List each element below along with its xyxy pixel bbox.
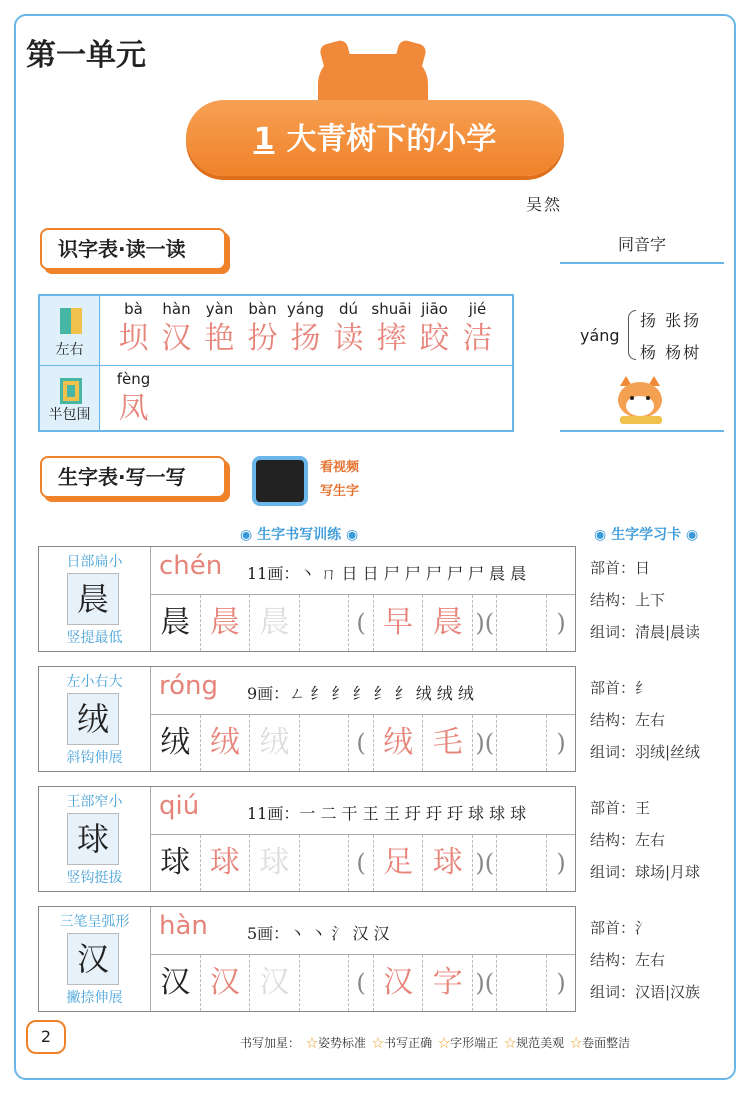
study-card [590, 912, 700, 1008]
qr-code-icon[interactable] [252, 456, 308, 506]
paren-close: )( [473, 835, 497, 891]
paren-close: )( [473, 715, 497, 771]
star-item: 姿势标准 [318, 1036, 367, 1050]
paren-open: ( [349, 835, 373, 891]
pinyin: bà [124, 300, 143, 318]
paren-close: ) [556, 969, 566, 997]
stroke-order: 11画：丶 ㄇ 日 日 尸 尸 尸 尸 尸 晨 晨 [247, 564, 527, 583]
card-structure: 结构：左右 [590, 951, 666, 969]
card-words: 组词：清晨|晨读 [590, 623, 701, 641]
row-label: 左右 [55, 342, 84, 358]
grid-cell[interactable]: 汉 [250, 955, 300, 1011]
star-icon: ☆ [570, 1036, 583, 1050]
card-words: 组词：球场|月球 [590, 863, 701, 881]
card-radical: 部首：日 [590, 559, 651, 577]
character: 汉 [161, 321, 192, 356]
character: 洁 [462, 321, 493, 356]
character: 凤 [118, 391, 149, 426]
model-character: 绒 [67, 693, 119, 745]
study-card [590, 552, 700, 648]
card-words: 组词：羽绒|丝绒 [590, 743, 701, 761]
grid-cell[interactable]: 绒 [250, 715, 300, 771]
row-pinyin: chén [159, 551, 223, 581]
grid-cell[interactable] [300, 955, 350, 1011]
pinyin: dú [338, 300, 359, 318]
card-radical: 部首：纟 [590, 679, 651, 697]
paren-close: ) [556, 849, 566, 877]
homophone-line-1: 扬 张扬 [640, 311, 702, 330]
card-radical: 部首：氵 [590, 919, 651, 937]
row-label: 半包围 [48, 407, 91, 423]
lesson-number: 1 [253, 122, 275, 157]
grid-cell[interactable] [300, 595, 350, 651]
study-card [590, 672, 700, 768]
grid-cell[interactable] [300, 835, 350, 891]
writing-grid [151, 595, 575, 651]
card-radical: 部首：王 [590, 799, 651, 817]
hint-bottom: 竖提最低 [66, 630, 123, 646]
unit-title: 第一单元 [26, 38, 146, 73]
character: 扮 [247, 321, 278, 356]
stroke-order: 11画：一 二 干 王 王 玗 玗 玗 球 球 球 [247, 804, 527, 823]
character: 摔 [376, 321, 407, 356]
qr-label-1: 看视频 [320, 460, 360, 475]
grid-cell[interactable]: 足 [374, 835, 424, 891]
shizi-cell [370, 296, 413, 365]
left-right-structure-icon [60, 308, 82, 334]
page-number: 2 [26, 1020, 66, 1054]
shizi-cell [284, 296, 327, 365]
pinyin: yàn [205, 300, 234, 318]
study-card [590, 792, 700, 888]
character: 扬 [290, 321, 321, 356]
lesson-title-banner [186, 54, 564, 178]
row-top [151, 787, 575, 835]
grid-cell[interactable]: 绒 [151, 715, 201, 771]
character: 跤 [419, 321, 450, 356]
model-character: 汉 [67, 933, 119, 985]
grid-cell[interactable]: 晨 [201, 595, 251, 651]
homophone-line-2: 杨 杨树 [640, 343, 702, 362]
model-character: 球 [67, 813, 119, 865]
shizi-cell [413, 296, 456, 365]
shizi-cell [112, 296, 155, 365]
grid-cell[interactable]: 汉 [374, 955, 424, 1011]
pinyin: jiāo [421, 300, 448, 318]
shizi-cell [241, 296, 284, 365]
grid-cell[interactable] [497, 595, 547, 651]
practice-row [38, 546, 576, 652]
shizi-cell [327, 296, 370, 365]
grid-cell[interactable]: 晨 [151, 595, 201, 651]
author: 吴然 [526, 195, 563, 214]
row-pinyin: róng [159, 671, 219, 701]
star-icon: ☆ [438, 1036, 451, 1050]
qr-label-2: 写生字 [320, 484, 360, 499]
pinyin: fèng [116, 370, 151, 388]
paren-open: ( [349, 595, 373, 651]
stroke-order: 5画：丶 丶 氵 汉 汉 [247, 924, 390, 943]
paren-close: ) [556, 729, 566, 757]
section-card: ◉ 生字学习卡 ◉ [594, 527, 699, 543]
char-hint-panel [39, 667, 151, 771]
hint-bottom: 竖钩挺拔 [66, 870, 123, 886]
card-structure: 结构：左右 [590, 711, 666, 729]
shizi-cell [155, 296, 198, 365]
char-hint-panel [39, 547, 151, 651]
writing-grid [151, 715, 575, 771]
shizi-tag: 识字表·读一读 [40, 228, 226, 270]
grid-cell[interactable] [497, 715, 547, 771]
grid-cell[interactable]: 汉 [151, 955, 201, 1011]
paren-close: ) [556, 609, 566, 637]
shizi-row-zuoyou [40, 296, 512, 366]
footer-label: 书写加星： [240, 1036, 301, 1050]
practice-row [38, 666, 576, 772]
homophone-title: 同音字 [617, 235, 666, 254]
pinyin: jié [468, 300, 487, 318]
footer-stars [240, 1034, 630, 1051]
brace [628, 310, 636, 360]
character: 艳 [204, 321, 235, 356]
grid-cell[interactable] [497, 835, 547, 891]
shizi-cell [112, 366, 155, 430]
pinyin: bàn [248, 300, 277, 318]
star-icon: ☆ [504, 1036, 517, 1050]
practice-row [38, 906, 576, 1012]
row-pinyin: hàn [159, 911, 208, 941]
shizi-table [38, 294, 514, 432]
char-hint-panel [39, 787, 151, 891]
star-icon: ☆ [306, 1036, 319, 1050]
grid-cell[interactable] [300, 715, 350, 771]
row-top [151, 547, 575, 595]
hint-bottom: 斜钩伸展 [66, 750, 123, 766]
card-words: 组词：汉语|汉族 [590, 983, 701, 1001]
lesson-title: 大青树下的小学 [286, 122, 497, 157]
grid-cell[interactable]: 球 [423, 835, 473, 891]
paren-close: )( [473, 595, 497, 651]
half-enclosure-structure-icon [60, 378, 82, 404]
card-structure: 结构：左右 [590, 831, 666, 849]
character: 读 [333, 321, 364, 356]
grid-cell[interactable]: 晨 [423, 595, 473, 651]
paren-open: ( [349, 715, 373, 771]
hint-top: 三笔呈弧形 [59, 914, 130, 930]
row-top [151, 667, 575, 715]
grid-cell[interactable]: 绒 [374, 715, 424, 771]
shengzi-tag: 生字表·写一写 [40, 456, 226, 498]
shizi-cell [198, 296, 241, 365]
homophone-pinyin: yáng [580, 326, 620, 345]
model-character: 晨 [67, 573, 119, 625]
grid-cell[interactable]: 汉 [201, 955, 251, 1011]
star-item: 书写正确 [384, 1036, 433, 1050]
grid-cell[interactable] [497, 955, 547, 1011]
shizi-cell [456, 296, 499, 365]
pinyin: shuāi [371, 300, 412, 318]
practice-row [38, 786, 576, 892]
star-item: 卷面整洁 [582, 1036, 631, 1050]
star-item: 规范美观 [516, 1036, 565, 1050]
grid-cell[interactable]: 早 [374, 595, 424, 651]
card-structure: 结构：上下 [590, 591, 666, 609]
row-top [151, 907, 575, 955]
fox-mascot-icon [610, 374, 670, 428]
star-icon: ☆ [372, 1036, 385, 1050]
character: 坝 [118, 321, 149, 356]
writing-grid [151, 955, 575, 1011]
stroke-order: 9画：ㄥ 纟 纟 纟 纟 纟 绒 绒 绒 [247, 684, 474, 703]
hint-top: 左小右大 [66, 674, 123, 690]
pinyin: yáng [286, 300, 325, 318]
grid-cell[interactable]: 晨 [250, 595, 300, 651]
grid-cell[interactable]: 球 [201, 835, 251, 891]
writing-grid [151, 835, 575, 891]
paren-close: )( [473, 955, 497, 1011]
row-pinyin: qiú [159, 791, 200, 821]
char-hint-panel [39, 907, 151, 1011]
grid-cell[interactable]: 球 [151, 835, 201, 891]
star-item: 字形端正 [450, 1036, 499, 1050]
pinyin: hàn [162, 300, 191, 318]
homophone-box [560, 235, 724, 432]
grid-cell[interactable]: 毛 [423, 715, 473, 771]
grid-cell[interactable]: 绒 [201, 715, 251, 771]
grid-cell[interactable]: 字 [423, 955, 473, 1011]
hint-bottom: 撇捺伸展 [66, 990, 123, 1006]
grid-cell[interactable]: 球 [250, 835, 300, 891]
shizi-row-banbaowei [40, 366, 512, 430]
paren-open: ( [349, 955, 373, 1011]
hint-top: 日部扁小 [66, 554, 123, 570]
section-train: ◉ 生字书写训练 ◉ [240, 527, 359, 543]
hint-top: 王部窄小 [66, 794, 123, 810]
